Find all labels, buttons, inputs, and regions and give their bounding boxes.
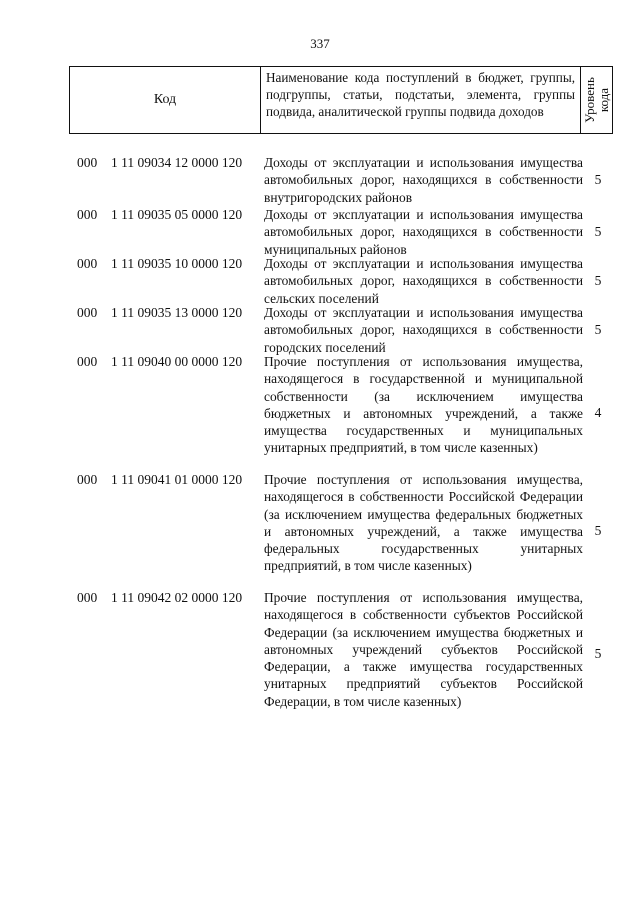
row-code: 1 11 09041 01 0000 120	[111, 472, 243, 487]
row-code: 1 11 09042 02 0000 120	[111, 590, 243, 605]
row-prefix: 000	[77, 305, 98, 320]
row-level: 5	[594, 646, 602, 661]
row-code: 1 11 09035 05 0000 120	[111, 207, 243, 222]
row-description: Доходы от эксплуатации и использования имущества автомобильных дорог, находящихся в собственности городских поселений	[264, 305, 583, 355]
header-level-label	[583, 77, 611, 123]
row-level: 5	[594, 322, 602, 337]
row-description: Прочие поступления от использования имущества, находящегося в собственности субъектов Российской Федерации (за исключением имущества бюджетных и автономных учреждений субъектов Российской Федерации, а также имущества государственных унитарных предприятий субъектов Российской Федерации, в том числе казенных)	[264, 590, 583, 709]
row-prefix: 000	[77, 207, 98, 222]
row-prefix: 000	[77, 590, 98, 605]
row-level: 5	[594, 224, 602, 239]
page-number: 337	[310, 36, 330, 51]
row-description: Прочие поступления от использования имущества, находящегося в государственной и муниципальной собственности (за исключением имущества бюджетных и автономных учреждений, а также имущества государственных и муниципальных унитарных предприятий, в том числе казенных)	[264, 354, 583, 456]
table-header	[69, 66, 613, 134]
row-level: 4	[594, 405, 602, 420]
row-prefix: 000	[77, 472, 98, 487]
row-description: Доходы от эксплуатации и использования имущества автомобильных дорог, находящихся в собственности внутригородских районов	[264, 155, 583, 205]
row-code: 1 11 09035 13 0000 120	[111, 305, 243, 320]
header-level-label-line2: кода	[595, 87, 611, 113]
row-description: Прочие поступления от использования имущества, находящегося в собственности Российской Федерации (за исключением имущества федеральных бюджетных и автономных учреждений, а также имущества федеральных государственных унитарных предприятий, в том числе казенных)	[264, 472, 583, 574]
row-description: Доходы от эксплуатации и использования имущества автомобильных дорог, находящихся в собственности сельских поселений	[264, 256, 583, 306]
row-code: 1 11 09040 00 0000 120	[111, 354, 243, 369]
row-code: 1 11 09035 10 0000 120	[111, 256, 243, 271]
row-level: 5	[594, 273, 602, 288]
row-prefix: 000	[77, 256, 98, 271]
row-level: 5	[594, 172, 602, 187]
header-level-cell	[581, 67, 612, 133]
row-prefix: 000	[77, 354, 98, 369]
row-level: 5	[594, 523, 602, 538]
header-name-label: Наименование кода поступлений в бюджет, группы, подгруппы, статьи, подстатьи, элемента, группы подвида, аналитической группы подвида доходов	[261, 67, 581, 133]
row-description: Доходы от эксплуатации и использования имущества автомобильных дорог, находящихся в собственности муниципальных районов	[264, 207, 583, 257]
header-level-label-line1: Уровень	[581, 77, 597, 123]
row-code: 1 11 09034 12 0000 120	[111, 155, 243, 170]
header-code-label: Код	[70, 67, 261, 133]
row-prefix: 000	[77, 155, 98, 170]
